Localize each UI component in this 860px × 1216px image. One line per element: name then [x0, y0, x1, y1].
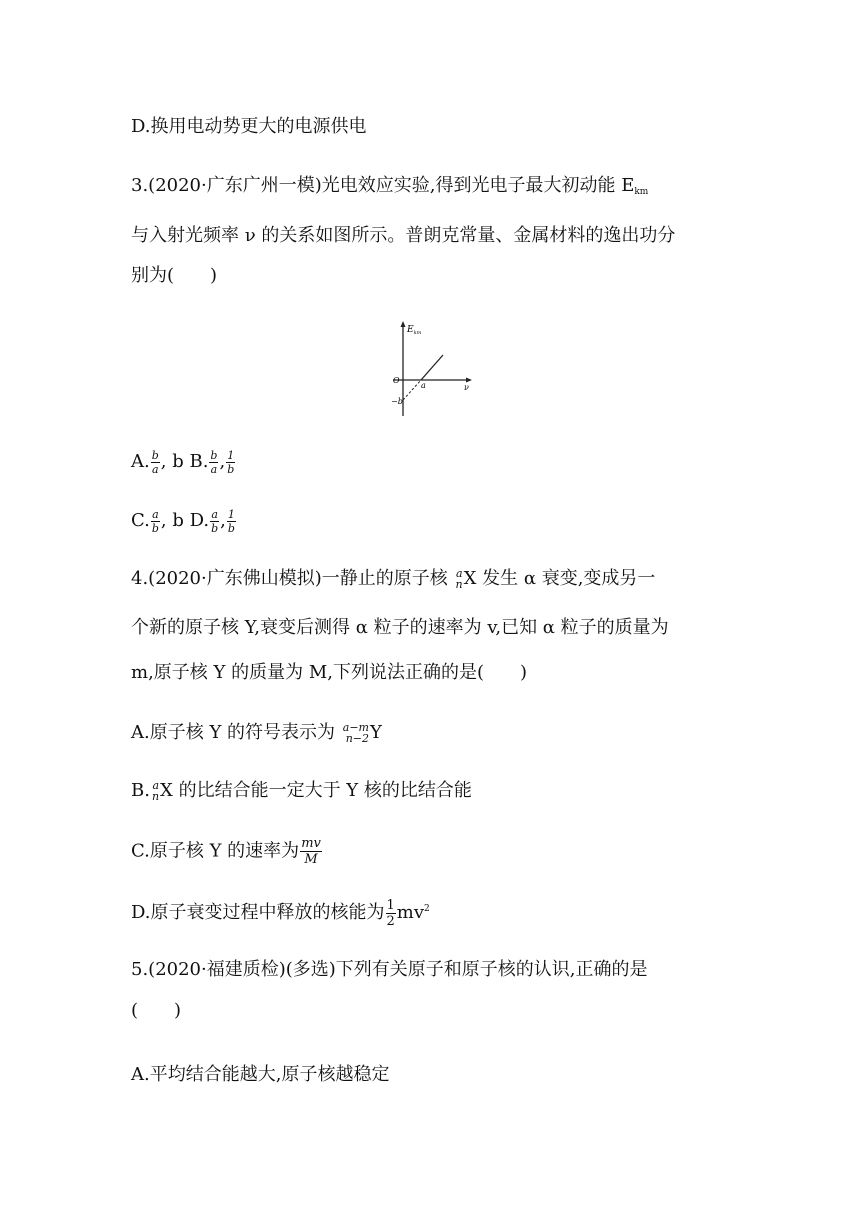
- origin-label: O: [393, 376, 400, 385]
- x-axis-label: ν: [464, 383, 469, 392]
- q3-b-fraction-2: $\frac{1}{b}$: [227, 448, 235, 476]
- nucleus-notation: a n: [455, 567, 463, 591]
- q5-stem-line2: ( ): [131, 1000, 182, 1021]
- q5-stem-line1: 5.(2020·福建质检)(多选)下列有关原子和原子核的认识,正确的是: [131, 959, 648, 980]
- x-axis-arrow: [466, 378, 472, 383]
- q4-c-fraction: $\frac{mv}{M}$: [301, 836, 321, 867]
- extrapolated-dashed-line: [403, 380, 421, 400]
- ekm-subscript: km: [634, 187, 649, 197]
- q4-option-b: B. a n X 的比结合能一定大于 Y 核的比结合能: [131, 779, 472, 803]
- q4-option-d: D.原子衰变过程中释放的核能为 $\frac{1}{2}$ $mv^2$: [131, 897, 430, 929]
- q5-option-a: A.平均结合能越大,原子核越稳定: [131, 1064, 390, 1085]
- q4-stem-line3: m,原子核 Y 的质量为 M,下列说法正确的是( ): [131, 662, 528, 683]
- q4-stem-line2: 个新的原子核 Y,衰变后测得 α 粒子的速率为 v,已知 α 粒子的质量为: [131, 617, 669, 638]
- q4-option-a: A.原子核 Y 的符号表示为 a−m n−2 Y: [131, 721, 382, 745]
- q4-option-c: C.原子核 Y 的速率为 $\frac{mv}{M}$: [131, 836, 321, 867]
- q3-b-fraction-1: $\frac{b}{a}$: [210, 448, 218, 476]
- q3-options-cd: C. $\frac{a}{b}$ , b D. $\frac{a}{b}$ , $\frac{1}{b}$: [131, 507, 235, 535]
- y-axis-label: $E_{km}$: [407, 325, 422, 336]
- q3-a-fraction: $\frac{b}{a}$: [151, 448, 159, 476]
- q3-stem-line1: 3.(2020·广东广州一模)光电效应实验,得到光电子最大初动能 $E_{km}$: [131, 175, 649, 197]
- ekm-data-line: [421, 355, 443, 380]
- q4-d-fraction: $\frac{1}{2}$: [386, 897, 395, 929]
- q2-option-d: D.换用电动势更大的电源供电: [131, 116, 367, 137]
- ekm-frequency-graph: [385, 318, 475, 418]
- nucleus-x-notation: a n: [151, 779, 160, 803]
- y-axis-arrow: [401, 321, 406, 327]
- x-intercept-label: a: [421, 381, 426, 390]
- q3-stem-line2: 与入射光频率 ν 的关系如图所示。普朗克常量、金属材料的逸出功分: [131, 225, 676, 246]
- v-squared-superscript: 2: [424, 904, 430, 914]
- q3-options-ab: A. $\frac{b}{a}$ , b B. $\frac{b}{a}$ , $\frac{1}{b}$: [131, 448, 235, 476]
- q3-d-fraction-1: $\frac{a}{b}$: [211, 507, 219, 535]
- nucleus-y-notation: a−m n−2: [342, 721, 369, 745]
- q3-c-fraction: $\frac{a}{b}$: [151, 507, 159, 535]
- q3-d-fraction-2: $\frac{1}{b}$: [227, 507, 235, 535]
- y-intercept-label: −b: [391, 397, 403, 406]
- q3-stem-line3: 别为( ): [131, 265, 218, 286]
- q4-stem-line1: 4.(2020·广东佛山模拟)一静止的原子核 a n X 发生 α 衰变,变成另一: [131, 567, 656, 591]
